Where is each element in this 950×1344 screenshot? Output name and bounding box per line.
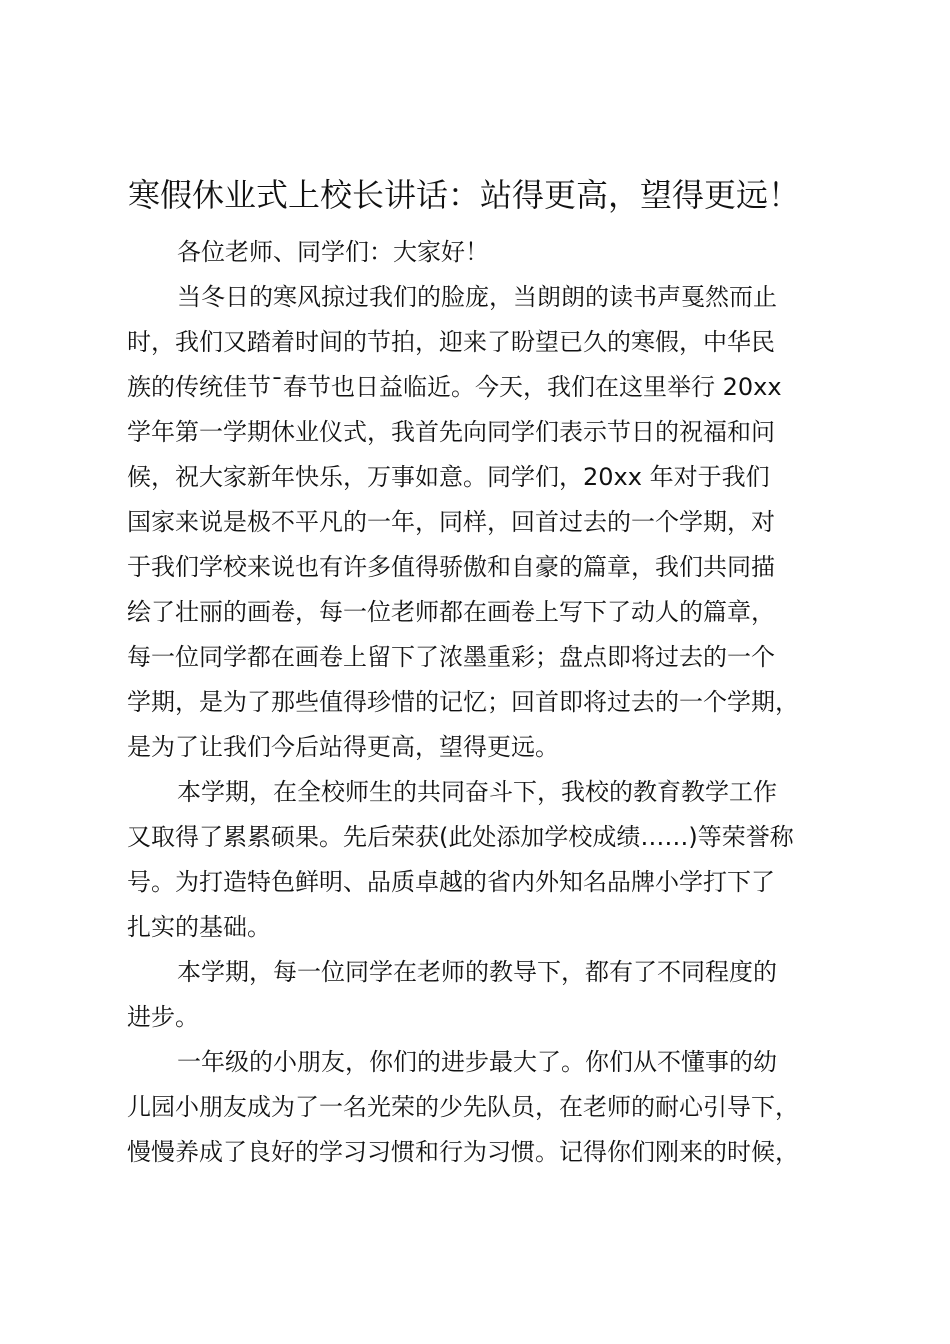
text-line: 号。为打造特色鲜明、品质卓越的省内外知名品牌小学打下了 bbox=[127, 868, 775, 896]
text-line: 学年第一学期休业仪式，我首先向同学们表示节日的祝福和问 bbox=[127, 418, 775, 446]
text-line: 族的传统佳节¯春节也日益临近。今天，我们在这里举行 20xx bbox=[127, 373, 782, 401]
text-line: 本学期，每一位同学在老师的教导下，都有了不同程度的 bbox=[177, 958, 777, 986]
paragraph-progress bbox=[127, 950, 831, 1040]
text-line: 儿园小朋友成为了一名光荣的少先队员，在老师的耐心引导下， bbox=[127, 1093, 799, 1121]
text-line: 进步。 bbox=[127, 1003, 199, 1031]
text-line: 扎实的基础。 bbox=[127, 913, 271, 941]
text-line: 又取得了累累硕果。先后荣获(此处添加学校成绩……)等荣誉称 bbox=[127, 823, 794, 851]
text-line: 绘了壮丽的画卷，每一位老师都在画卷上写下了动人的篇章， bbox=[127, 598, 775, 626]
text-line: 是为了让我们今后站得更高，望得更远。 bbox=[127, 733, 559, 761]
document-body bbox=[127, 230, 831, 1175]
paragraph-achievements bbox=[127, 770, 831, 950]
paragraph-grade-one bbox=[127, 1040, 831, 1175]
text-line: 慢慢养成了良好的学习习惯和行为习惯。记得你们刚来的时候， bbox=[127, 1138, 799, 1166]
document-title: 寒假休业式上校长讲话：站得更高，望得更远！ bbox=[128, 176, 801, 214]
text-line: 当冬日的寒风掠过我们的脸庞，当朗朗的读书声戛然而止 bbox=[177, 283, 777, 311]
text-line: 时，我们又踏着时间的节拍，迎来了盼望已久的寒假，中华民 bbox=[127, 328, 775, 356]
text-line: 于我们学校来说也有许多值得骄傲和自豪的篇章，我们共同描 bbox=[127, 553, 775, 581]
text-line: 每一位同学都在画卷上留下了浓墨重彩；盘点即将过去的一个 bbox=[127, 643, 775, 671]
paragraph-opening bbox=[127, 275, 831, 770]
text-line: 学期，是为了那些值得珍惜的记忆；回首即将过去的一个学期， bbox=[127, 688, 799, 716]
paragraph-greeting bbox=[127, 230, 831, 275]
text-line: 国家来说是极不平凡的一年，同样，回首过去的一个学期，对 bbox=[127, 508, 775, 536]
text-line: 本学期，在全校师生的共同奋斗下，我校的教育教学工作 bbox=[177, 778, 777, 806]
text-line: 候，祝大家新年快乐，万事如意。同学们，20xx 年对于我们 bbox=[127, 463, 770, 491]
text-line: 一年级的小朋友，你们的进步最大了。你们从不懂事的幼 bbox=[177, 1048, 777, 1076]
text-line: 各位老师、同学们：大家好！ bbox=[177, 238, 489, 266]
